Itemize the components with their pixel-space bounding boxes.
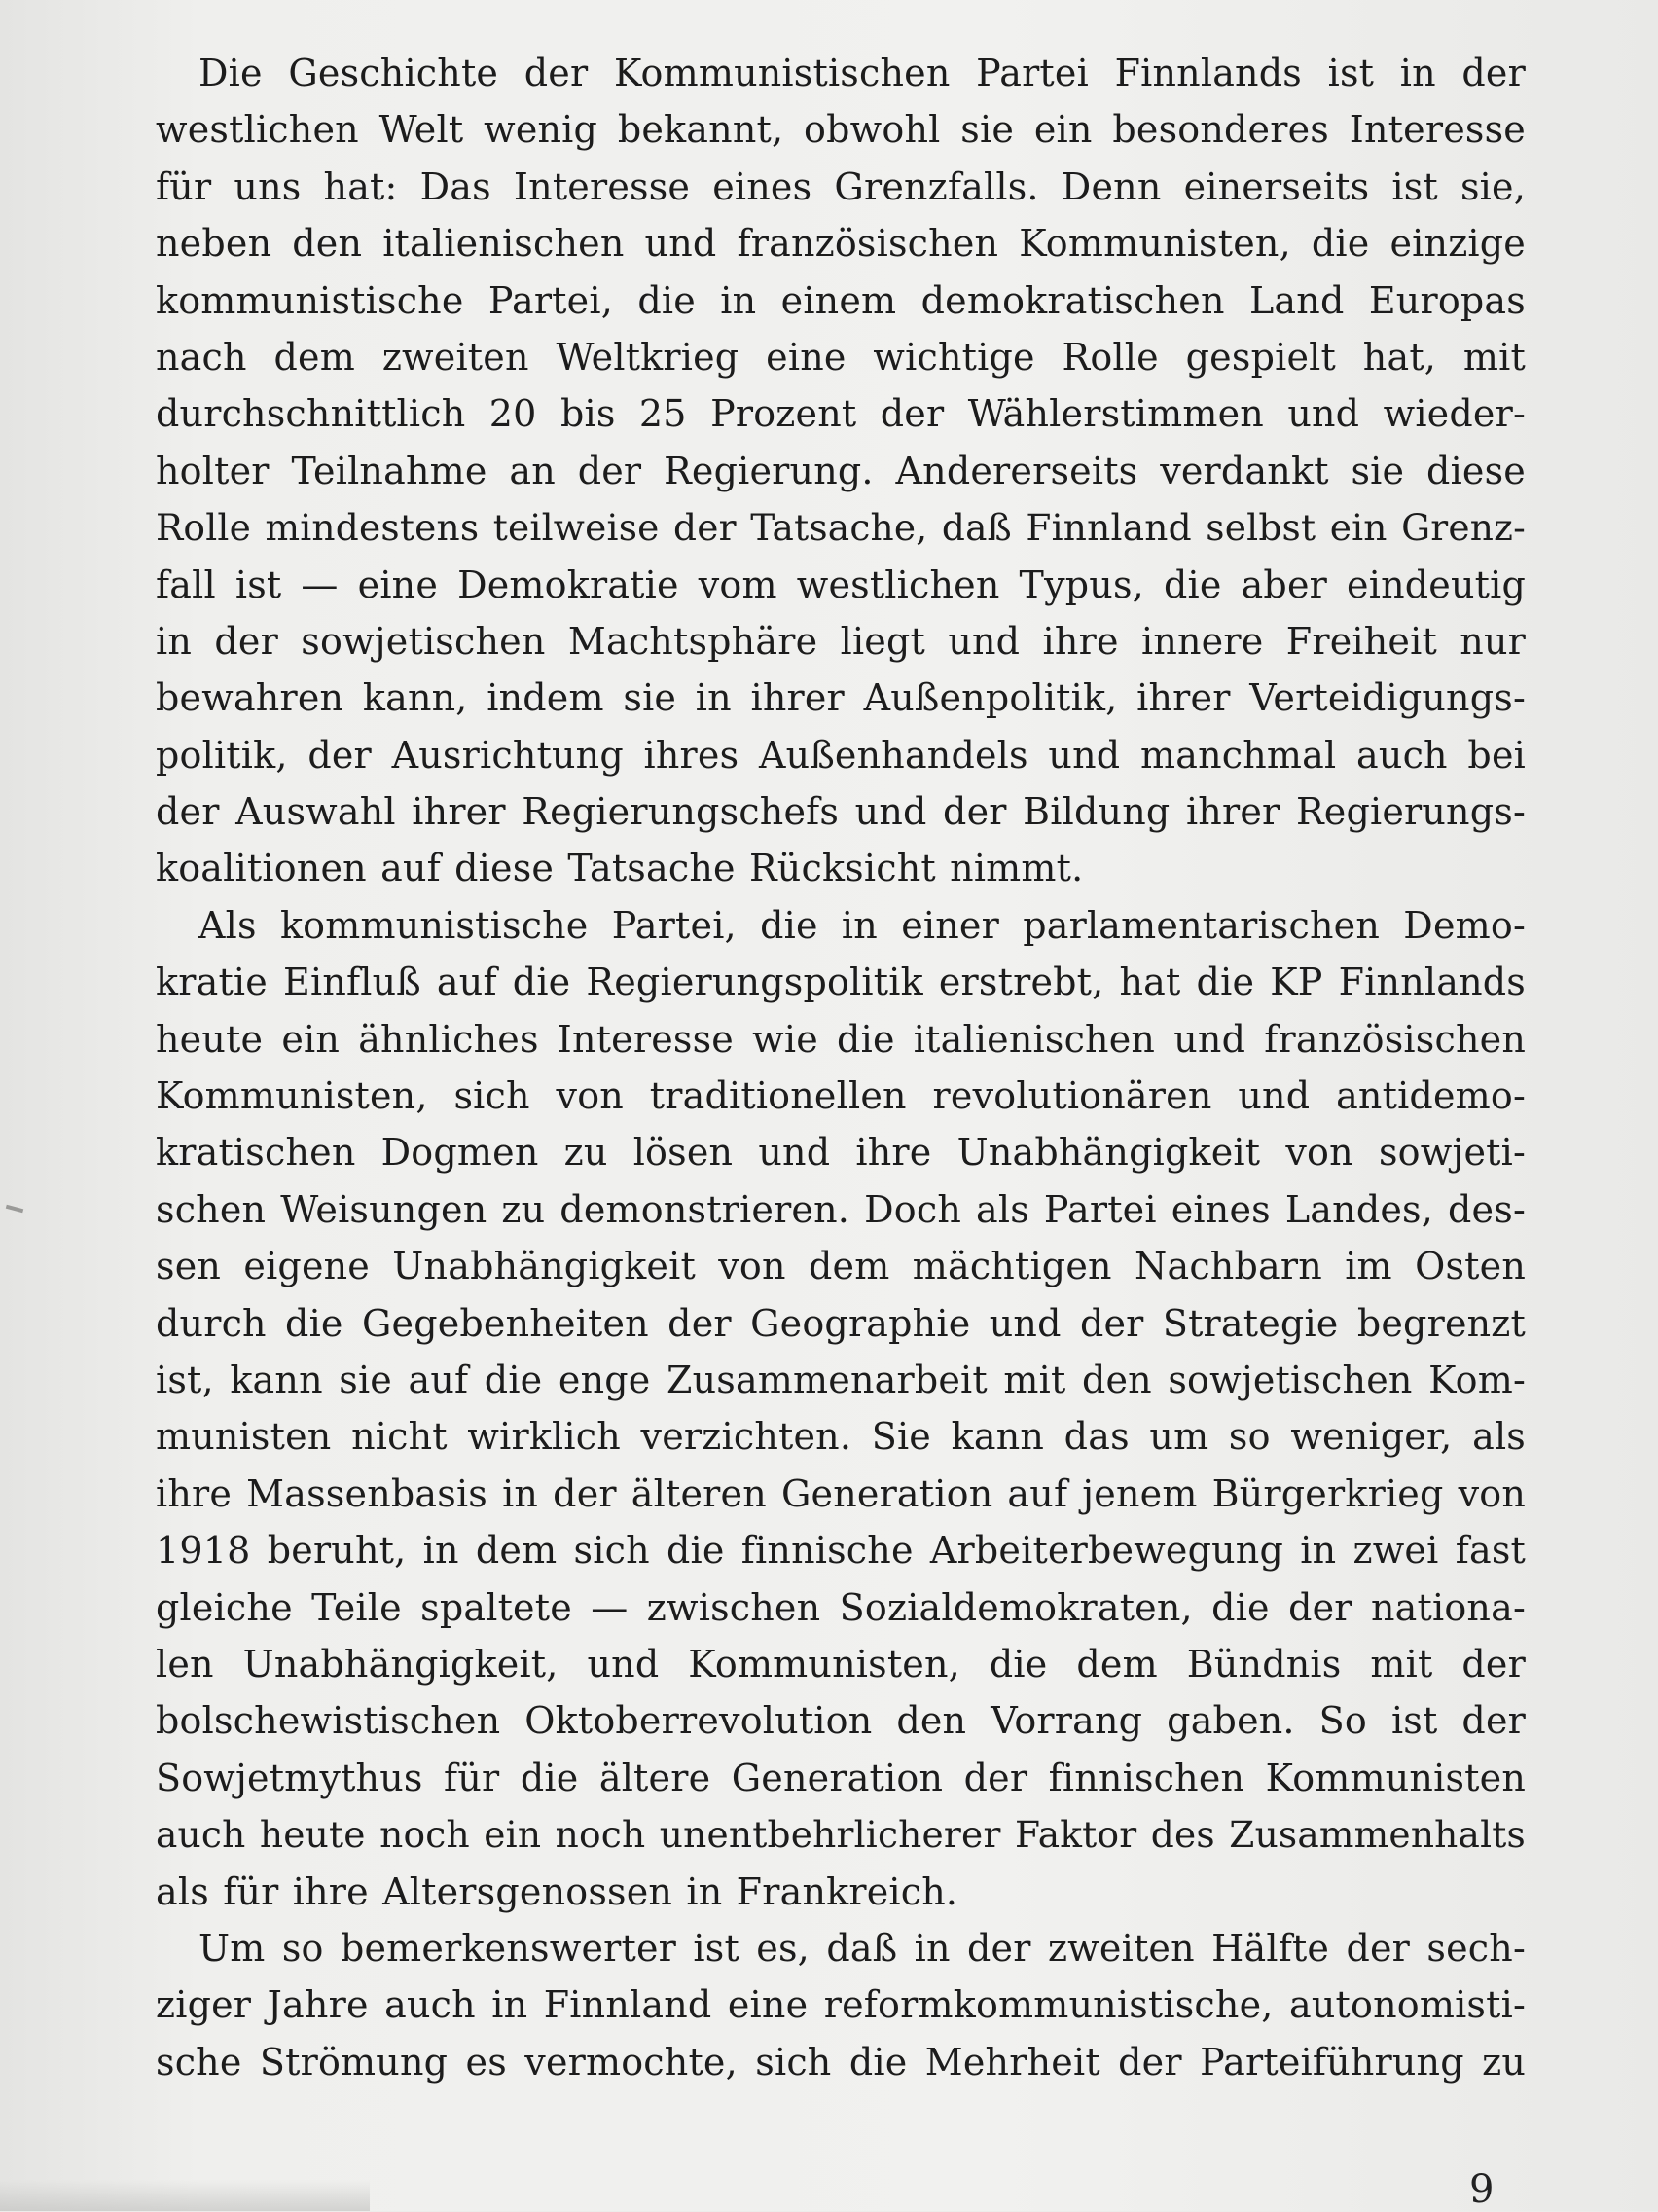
- text-line: len Unabhängigkeit, und Kommunisten, die dem Bündnis mit der: [156, 1642, 1526, 1686]
- text-line: bolschewistischen Oktoberrevolution den Vorrang gaben. So ist der: [156, 1699, 1526, 1743]
- text-line: durch die Gegebenheiten der Geographie und der Strategie begrenzt: [156, 1301, 1526, 1345]
- paragraph-1: [156, 45, 1526, 897]
- text-line: in der sowjetischen Machtsphäre liegt und ihre innere Freiheit nur: [156, 619, 1526, 663]
- text-line: bewahren kann, indem sie in ihrer Außenpolitik, ihrer Verteidigungs-: [156, 676, 1526, 720]
- text-line: holter Teilnahme an der Regierung. Andererseits verdankt sie diese: [156, 449, 1526, 492]
- text-line: durchschnittlich 20 bis 25 Prozent der Wählerstimmen und wieder-: [156, 392, 1526, 436]
- text-line: ist, kann sie auf die enge Zusammenarbeit mit den sowjetischen Kom-: [156, 1358, 1526, 1401]
- text-line: fall ist — eine Demokratie vom westlichen Typus, die aber eindeutig: [156, 562, 1526, 606]
- text-line: sen eigene Unabhängigkeit von dem mächtigen Nachbarn im Osten: [156, 1245, 1526, 1288]
- text-line: der Auswahl ihrer Regierungschefs und der Bildung ihrer Regierungs-: [156, 790, 1526, 834]
- text-line: munisten nicht wirklich verzichten. Sie kann das um so weniger, als: [156, 1415, 1526, 1459]
- text-line: Um so bemerkenswerter ist es, daß in der zweiten Hälfte der sech-: [198, 1926, 1526, 1970]
- text-line: schen Weisungen zu demonstrieren. Doch als Partei eines Landes, des-: [156, 1187, 1526, 1231]
- text-line: kratischen Dogmen zu lösen und ihre Unabhängigkeit von sowjeti-: [156, 1131, 1526, 1175]
- text-line: auch heute noch ein noch unentbehrlicherer Faktor des Zusammenhalts: [156, 1813, 1526, 1857]
- text-line: kratie Einfluß auf die Regierungspolitik erstrebt, hat die KP Finnlands: [156, 961, 1526, 1004]
- text-line: als für ihre Altersgenossen in Frankreich.: [156, 1869, 958, 1913]
- text-line: Sowjetmythus für die ältere Generation der finnischen Kommunisten: [156, 1756, 1526, 1799]
- text-line: ihre Massenbasis in der älteren Generation auf jenem Bürgerkrieg von: [156, 1471, 1526, 1515]
- text-line: ziger Jahre auch in Finnland eine reformkommunistische, autonomisti-: [156, 1983, 1526, 2027]
- text-line: Rolle mindestens teilweise der Tatsache, daß Finnland selbst ein Grenz-: [156, 506, 1526, 550]
- body-text: [156, 45, 1526, 2090]
- page-edge-shadow: [0, 2180, 370, 2211]
- text-line: Kommunisten, sich von traditionellen revolutionären und antidemo-: [156, 1074, 1526, 1118]
- margin-mark: [6, 1205, 23, 1214]
- text-line: gleiche Teile spaltete — zwischen Sozialdemokraten, die der nationa-: [156, 1585, 1526, 1629]
- text-line: heute ein ähnliches Interesse wie die italienischen und französischen: [156, 1017, 1526, 1061]
- text-line: westlichen Welt wenig bekannt, obwohl sie ein besonderes Interesse: [156, 108, 1526, 152]
- text-line: Als kommunistische Partei, die in einer parlamentarischen Demo-: [198, 903, 1526, 947]
- paragraph-3: [156, 1920, 1526, 2090]
- page-number: 9: [1469, 2167, 1495, 2212]
- text-line: politik, der Ausrichtung ihres Außenhandels und manchmal auch bei: [156, 733, 1526, 777]
- paragraph-2: [156, 897, 1526, 1920]
- text-line: 1918 beruht, in dem sich die finnische Arbeiterbewegung in zwei fast: [156, 1529, 1526, 1573]
- text-line: kommunistische Partei, die in einem demokratischen Land Europas: [156, 278, 1526, 322]
- text-line: für uns hat: Das Interesse eines Grenzfalls. Denn einerseits ist sie,: [156, 164, 1526, 208]
- text-line: neben den italienischen und französischen Kommunisten, die einzige: [156, 222, 1526, 266]
- text-line: koalitionen auf diese Tatsache Rücksicht nimmt.: [156, 847, 1084, 890]
- text-line: nach dem zweiten Weltkrieg eine wichtige Rolle gespielt hat, mit: [156, 335, 1526, 379]
- text-line: sche Strömung es vermochte, sich die Mehrheit der Parteiführung zu: [156, 2040, 1526, 2084]
- text-line: Die Geschichte der Kommunistischen Partei Finnlands ist in der: [198, 52, 1526, 94]
